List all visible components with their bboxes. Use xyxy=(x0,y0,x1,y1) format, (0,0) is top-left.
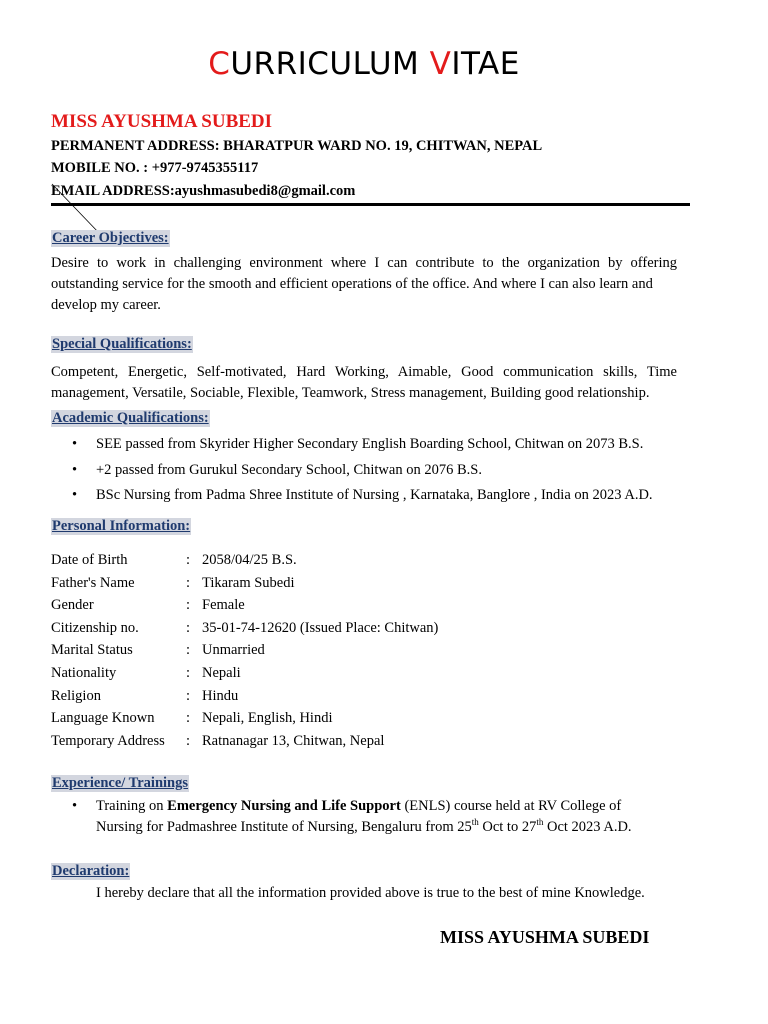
personal-information-heading: Personal Information: xyxy=(52,518,191,534)
declaration-heading: Declaration: xyxy=(52,863,130,879)
mobile-number: MOBILE NO. : +977-9745355117 xyxy=(51,160,259,176)
experience-heading: Experience/ Trainings xyxy=(52,775,189,791)
list-item: • BSc Nursing from Padma Shree Institute of Nursing , Karnataka, Banglore , India on 2023 A.D. xyxy=(72,487,653,503)
applicant-name: MISS AYUSHMA SUBEDI xyxy=(51,111,273,132)
email-address: EMAIL ADDRESS:ayushmasubedi8@gmail.com xyxy=(51,183,356,199)
document-title: CURRICULUM VITAE xyxy=(208,46,520,82)
career-objectives-heading: Career Objectives: xyxy=(52,230,169,246)
academic-list xyxy=(51,434,691,506)
list-item: • +2 passed from Gurukul Secondary School, Chitwan on 2076 B.S. xyxy=(72,461,482,478)
permanent-address: PERMANENT ADDRESS: BHARATPUR WARD NO. 19, CHITWAN, NEPAL xyxy=(51,138,543,154)
cv-page: CURRICULUM VITAE MISS AYUSHMA SUBEDI PERMANENT ADDRESS: BHARATPUR WARD NO. 19, CHITWAN, NEPAL MOBILE NO. : +977-9745355117 EMAIL ADDRESS:ayushmasubedi8@gmail.com Career Objectives: Desire to work in challenging environment where I can contribute to the organization by offering outstanding service for the smooth and efficient operations of the office. And where I can also learn and develop my career. Special Qualifications: Competent, Energetic, Self-motivated, Hard Working, Aimable, Good communication skills, Time management, Versatile, Sociable, Flexible, Teamwork, Stress management, Building good relationship. Academic Qualifications: • SEE passed from Skyrider Higher Secondary English Boarding School, Chitwan on 2073 B.S. • +2 passed from Gurukul Secondary School, Chitwan on 2076 B.S. • BSc Nursing from Padma Shree Institute of Nursing , Karnataka, Banglore , India on 2023 A.D. Personal Information: Date of Birth : 2058/04/25 B.S. Father's Name : Tikaram Subedi Gender : Female Citizenship no. : 35-01-74-12620 (Issued Place: Chitwan) Marital Status : Unmarried Nationality : Nepali Religion : Hindu Language Known : Nepali, English, Hindi Temporary Address : Ratnanagar 13, Chitwan, Nepal Experience/ Trainings • Training on Emergency Nursing and Life Support (ENLS) course held at RV College of Nursing for Padmashree Institute of Nursing, Bengaluru from 25th Oct to 27th Oct 2023 A.D. Declaration: I hereby declare that all the information provided above is true to the best of mine Knowledge. MISS AYUSHMA SUBEDI xyxy=(0,0,768,1024)
signature-name: MISS AYUSHMA SUBEDI xyxy=(440,927,650,947)
header-divider xyxy=(51,203,690,206)
academic-qualifications-heading: Academic Qualifications: xyxy=(52,410,209,426)
career-objectives-text: Desire to work in challenging environment where I can contribute to the organization by offering outstanding service for the smooth and efficient operations of the office. And where I can also learn and develop my career. xyxy=(51,255,677,313)
list-item: • Training on Emergency Nursing and Life Support (ENLS) course held at RV College of Nursing for Padmashree Institute of Nursing, Bengaluru from 25th Oct to 27th Oct 2023 A.D. xyxy=(72,798,632,835)
list-item: • SEE passed from Skyrider Higher Secondary English Boarding School, Chitwan on 2073 B.S. xyxy=(72,436,644,452)
special-qualifications-text: Competent, Energetic, Self-motivated, Hard Working, Aimable, Good communication skills, Time management, Versatile, Sociable, Flexible, Teamwork, Stress management, Building good relationship. xyxy=(51,364,677,401)
experience-list xyxy=(51,796,691,838)
special-qualifications-heading: Special Qualifications: xyxy=(52,336,192,352)
declaration-text: I hereby declare that all the information provided above is true to the best of mine Knowledge. xyxy=(96,885,645,901)
